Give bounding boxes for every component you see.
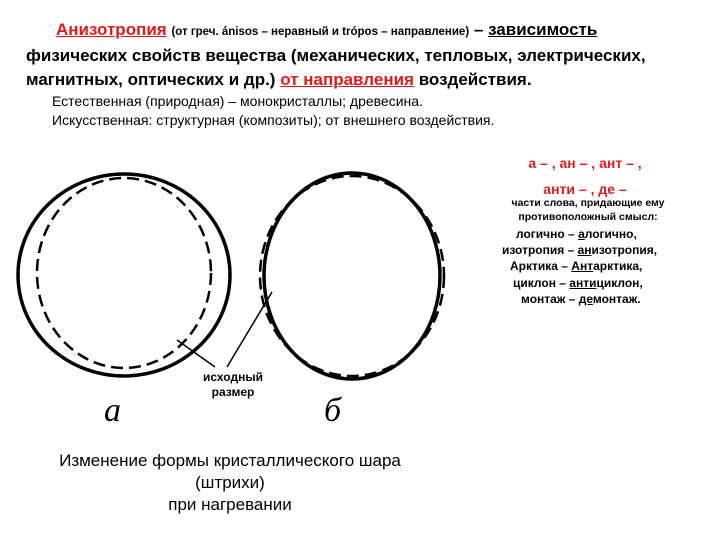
example-base: монтаж – — [521, 292, 579, 306]
example-base: логично – — [516, 227, 579, 241]
prefix-list — [480, 150, 690, 202]
definition-dash: – — [469, 20, 489, 39]
circle-a-original — [18, 174, 230, 376]
definition-paragraph — [26, 18, 706, 92]
example-base: циклон – — [513, 276, 570, 290]
example-base: изотропия – — [502, 243, 578, 257]
example-prefix: анти — [569, 276, 597, 290]
etymology: (от греч. ánisos – неравный и trópos – направление) — [171, 26, 470, 38]
term-anisotropy: Анизотропия — [56, 20, 167, 39]
original-size-label: исходный размер — [203, 370, 263, 399]
example-word: изотропия, — [591, 243, 658, 257]
key-dependence: зависимость — [488, 20, 598, 39]
key-direction: от направления — [280, 70, 414, 89]
example-word: арктика, — [593, 259, 643, 273]
figure-label-a: а — [104, 392, 121, 429]
type-natural: Естественная (природная) – монокристаллы; древесина. — [52, 93, 423, 109]
leader-line-b — [227, 292, 272, 367]
caption-line-2: (штрихи) — [195, 473, 265, 492]
prefix-note: части слова, придающие ему противоположный смысл: — [511, 197, 665, 223]
ellipse-b-heated — [260, 176, 444, 376]
example-row — [513, 276, 643, 290]
prefix-line-1: а – , ан – , ант – , — [528, 155, 642, 171]
figure-caption — [30, 450, 430, 516]
example-word: логично, — [584, 227, 637, 241]
caption-line-3: при нагревании — [168, 495, 292, 514]
definition-body: физических свойств вещества (механических, тепловых, электрических, магнитных, оптических и др.) — [26, 46, 646, 89]
example-prefix: Ант — [571, 259, 594, 273]
leader-line-a — [177, 340, 215, 367]
example-row — [521, 292, 641, 306]
example-prefix: ан — [577, 243, 592, 257]
example-row — [516, 227, 637, 241]
example-word: монтаж. — [592, 292, 641, 306]
anisotropy-types — [52, 92, 494, 130]
example-word: циклон, — [596, 276, 643, 290]
prefix-line-2: анти – , де – — [543, 181, 627, 197]
caption-line-1: Изменение формы кристаллического шара — [59, 451, 401, 470]
definition-tail: воздействия. — [418, 70, 532, 89]
example-prefix: а — [578, 227, 585, 241]
circle-b-original — [264, 173, 440, 379]
example-row — [510, 259, 642, 273]
ellipse-a-heated — [37, 178, 211, 368]
example-row — [502, 243, 657, 257]
figure-label-b: б — [324, 392, 342, 429]
example-base: Арктика – — [510, 259, 572, 273]
example-prefix: де — [578, 292, 593, 306]
type-artificial: Искусственная: структурная (композиты); от внешнего воздействия. — [52, 112, 495, 128]
